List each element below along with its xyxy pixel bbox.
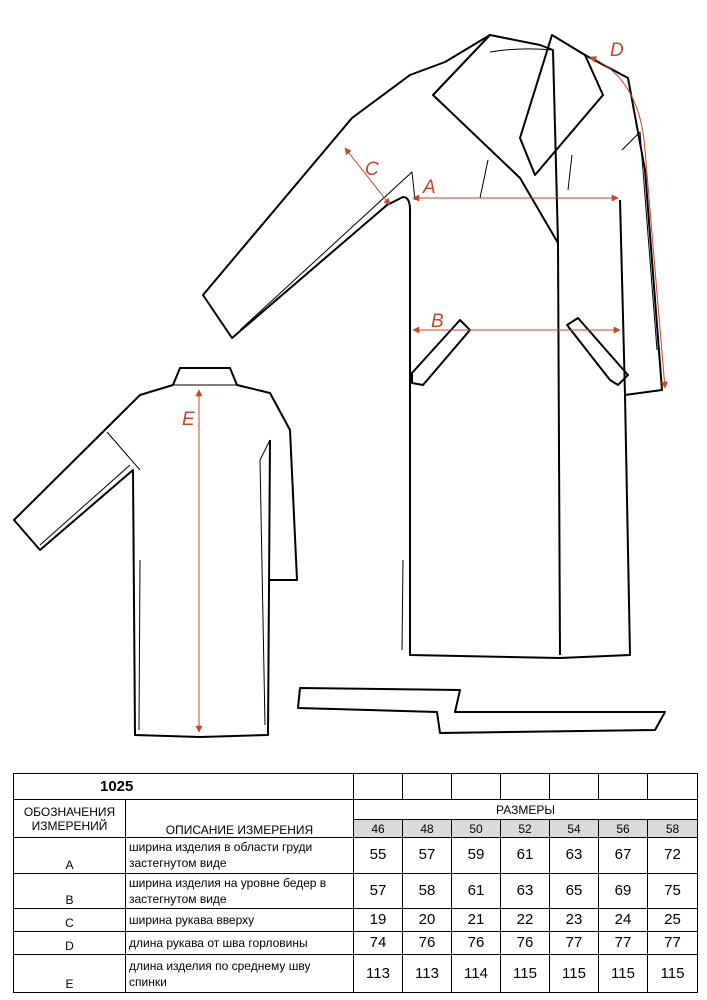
label-d: D [610,40,624,61]
measure-value: 76 [501,932,550,955]
table-row [14,955,698,993]
label-b: B [431,311,444,332]
measure-description: длина рукава от шва горловины [126,932,354,955]
code-column-header: ОБОЗНАЧЕНИЯ ИЗМЕРЕНИЙ [14,800,126,838]
measure-value: 24 [599,909,648,932]
measure-code: D [14,932,126,955]
measurement-table [13,773,698,993]
size-cell: 46 [354,820,403,838]
measure-value: 57 [354,873,403,909]
measure-value: 77 [648,932,698,955]
table-row [14,909,698,932]
size-cell: 58 [648,820,698,838]
measure-value: 59 [452,837,501,873]
table-row [14,873,698,909]
blank-cell [403,774,452,800]
measure-value: 115 [648,955,698,993]
model-number: 1025 [14,774,354,800]
measure-value: 23 [550,909,599,932]
measure-value: 113 [403,955,452,993]
measure-d-line [590,57,665,388]
blank-cell [648,774,698,800]
measure-value: 77 [599,932,648,955]
size-cell: 50 [452,820,501,838]
sizes-header: РАЗМЕРЫ [354,800,698,820]
blank-cell [354,774,403,800]
measure-value: 22 [501,909,550,932]
belt [298,688,665,733]
measure-value: 76 [452,932,501,955]
measure-value: 19 [354,909,403,932]
measure-value: 115 [501,955,550,993]
measure-description: ширина рукава вверху [126,909,354,932]
measure-value: 72 [648,837,698,873]
table-row [14,837,698,873]
blank-cell [599,774,648,800]
measure-description: ширина изделия в области груди застегнутом виде [126,837,354,873]
measure-value: 76 [403,932,452,955]
measure-code: C [14,909,126,932]
measure-value: 55 [354,837,403,873]
measure-value: 57 [403,837,452,873]
size-cell: 54 [550,820,599,838]
measure-value: 67 [599,837,648,873]
measure-description: ширина изделия на уровне бедер в застегнутом виде [126,873,354,909]
measure-value: 114 [452,955,501,993]
label-e: E [182,409,195,430]
measure-code: A [14,837,126,873]
measure-value: 115 [550,955,599,993]
blank-cell [550,774,599,800]
front-view [203,35,662,658]
header-row [14,800,698,820]
measure-value: 113 [354,955,403,993]
measure-value: 61 [452,873,501,909]
measure-value: 65 [550,873,599,909]
model-row [14,774,698,800]
measure-value: 115 [599,955,648,993]
size-cell: 56 [599,820,648,838]
measure-value: 77 [550,932,599,955]
measure-code: B [14,873,126,909]
measure-value: 63 [501,873,550,909]
measure-code: E [14,955,126,993]
measure-value: 63 [550,837,599,873]
blank-cell [501,774,550,800]
size-cell: 52 [501,820,550,838]
measure-value: 74 [354,932,403,955]
measure-value: 61 [501,837,550,873]
size-cell: 48 [403,820,452,838]
back-view [14,368,297,737]
label-c: C [365,159,379,180]
measure-value: 20 [403,909,452,932]
blank-cell [452,774,501,800]
measure-description: длина изделия по среднему шву спинки [126,955,354,993]
measure-value: 21 [452,909,501,932]
description-column-header: ОПИСАНИЕ ИЗМЕРЕНИЯ [126,800,354,838]
measure-value: 25 [648,909,698,932]
measure-value: 69 [599,873,648,909]
measure-value: 75 [648,873,698,909]
measure-value: 58 [403,873,452,909]
table-row [14,932,698,955]
label-a: A [423,177,436,198]
